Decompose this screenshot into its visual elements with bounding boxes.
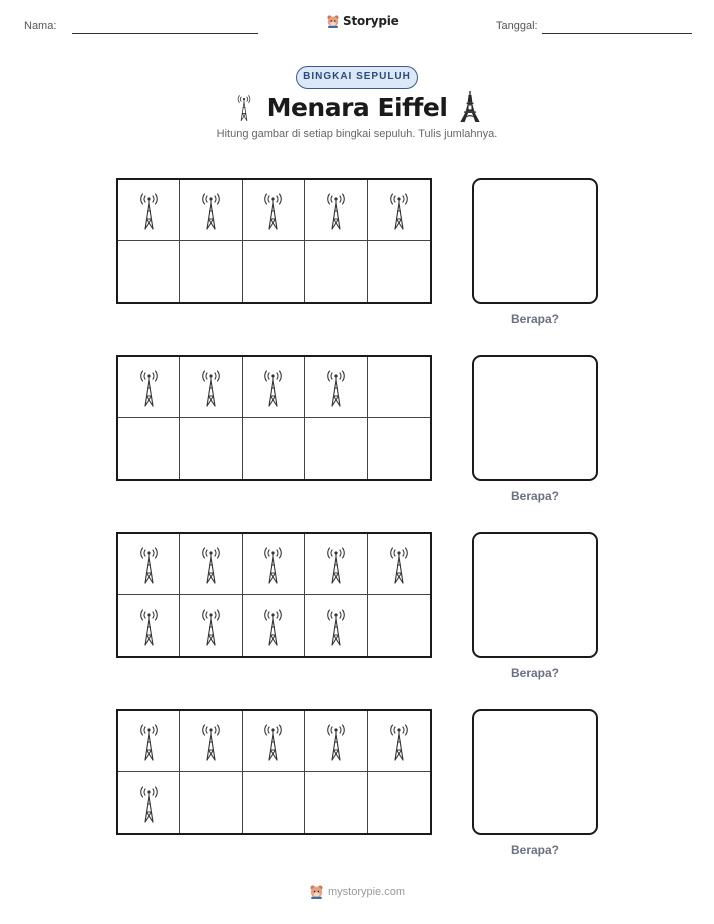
eiffel-tower-icon (138, 189, 160, 231)
eiffel-tower-icon (262, 605, 284, 647)
eiffel-tower-icon (200, 366, 222, 408)
ten-frame-cell (118, 180, 180, 241)
ten-frame-cell (243, 534, 305, 595)
ten-frame-2 (116, 355, 432, 481)
eiffel-tower-icon (138, 782, 160, 824)
eiffel-tower-icon (200, 543, 222, 585)
ten-frame-cell (368, 772, 430, 833)
ten-frame-cell (118, 595, 180, 656)
ten-frame-cell (368, 180, 430, 241)
ten-frame-cell (368, 534, 430, 595)
eiffel-tower-icon (200, 720, 222, 762)
ten-frame-cell (368, 241, 430, 302)
answer-label: Berapa? (510, 843, 560, 857)
ten-frame-cell (180, 180, 242, 241)
worksheet-type-badge: BINGKAI SEPULUH (296, 66, 418, 89)
name-line[interactable] (72, 33, 258, 34)
ten-frame-cell (243, 180, 305, 241)
ten-frame-cell (305, 711, 367, 772)
answer-box-2[interactable] (472, 355, 598, 481)
ten-frame-cell (368, 595, 430, 656)
eiffel-tower-icon (262, 720, 284, 762)
footer (0, 884, 714, 899)
ten-frame-cell (368, 418, 430, 479)
eiffel-tower-icon (138, 543, 160, 585)
name-label: Nama: (24, 20, 57, 32)
ten-frame-4 (116, 709, 432, 835)
ten-frame-cell (118, 534, 180, 595)
ten-frame-cell (305, 357, 367, 418)
eiffel-tower-icon (388, 543, 410, 585)
ten-frame-cell (180, 418, 242, 479)
brand-logo (326, 14, 399, 28)
ten-frame-cell (305, 418, 367, 479)
eiffel-tower-icon (138, 605, 160, 647)
answer-box-3[interactable] (472, 532, 598, 658)
answer-box-1[interactable] (472, 178, 598, 304)
eiffel-tower-icon (138, 720, 160, 762)
ten-frame-cell (305, 180, 367, 241)
ten-frame-cell (180, 534, 242, 595)
ten-frame-cell (118, 711, 180, 772)
ten-frame-cell (118, 418, 180, 479)
storypie-mascot-icon (326, 14, 340, 28)
brand-name: Storypie (343, 14, 399, 28)
answer-box-4[interactable] (472, 709, 598, 835)
date-line[interactable] (542, 33, 692, 34)
eiffel-tower-icon (388, 720, 410, 762)
ten-frame-cell (243, 418, 305, 479)
eiffel-tower-icon (200, 605, 222, 647)
eiffel-tower-icon (262, 543, 284, 585)
eiffel-tower-icon (262, 189, 284, 231)
answer-label: Berapa? (510, 312, 560, 326)
page-title: Menara Eiffel (266, 93, 448, 122)
answer-label: Berapa? (510, 666, 560, 680)
footer-url[interactable]: mystorypie.com (327, 885, 406, 898)
eiffel-tower-icon (325, 720, 347, 762)
ten-frame-cell (180, 595, 242, 656)
eiffel-tower-icon (325, 366, 347, 408)
ten-frame-cell (305, 772, 367, 833)
ten-frame-cell (118, 357, 180, 418)
ten-frame-cell (243, 241, 305, 302)
ten-frame-cell (243, 711, 305, 772)
eiffel-tower-icon (325, 543, 347, 585)
ten-frame-1 (116, 178, 432, 304)
eiffel-tower-icon (262, 366, 284, 408)
eiffel-tower-icon (138, 366, 160, 408)
ten-frame-cell (118, 772, 180, 833)
ten-frame-cell (368, 711, 430, 772)
ten-frame-cell (118, 241, 180, 302)
ten-frame-cell (180, 357, 242, 418)
ten-frame-cell (180, 711, 242, 772)
eiffel-tower-icon (388, 189, 410, 231)
ten-frame-cell (243, 357, 305, 418)
ten-frame-cell (305, 595, 367, 656)
storypie-mascot-icon (309, 884, 324, 899)
ten-frame-cell (243, 772, 305, 833)
ten-frame-cell (368, 357, 430, 418)
ten-frame-cell (180, 772, 242, 833)
instruction-text: Hitung gambar di setiap bingkai sepuluh. Tulis jumlahnya. (216, 128, 498, 140)
ten-frame-cell (243, 595, 305, 656)
ten-frame-3 (116, 532, 432, 658)
ten-frame-cell (305, 534, 367, 595)
eiffel-tower-icon (325, 605, 347, 647)
eiffel-tower-icon (325, 189, 347, 231)
eiffel-tower-icon (200, 189, 222, 231)
eiffel-tower-icon (458, 91, 482, 122)
date-label: Tanggal: (496, 20, 538, 32)
ten-frame-cell (180, 241, 242, 302)
ten-frame-cell (305, 241, 367, 302)
answer-label: Berapa? (510, 489, 560, 503)
